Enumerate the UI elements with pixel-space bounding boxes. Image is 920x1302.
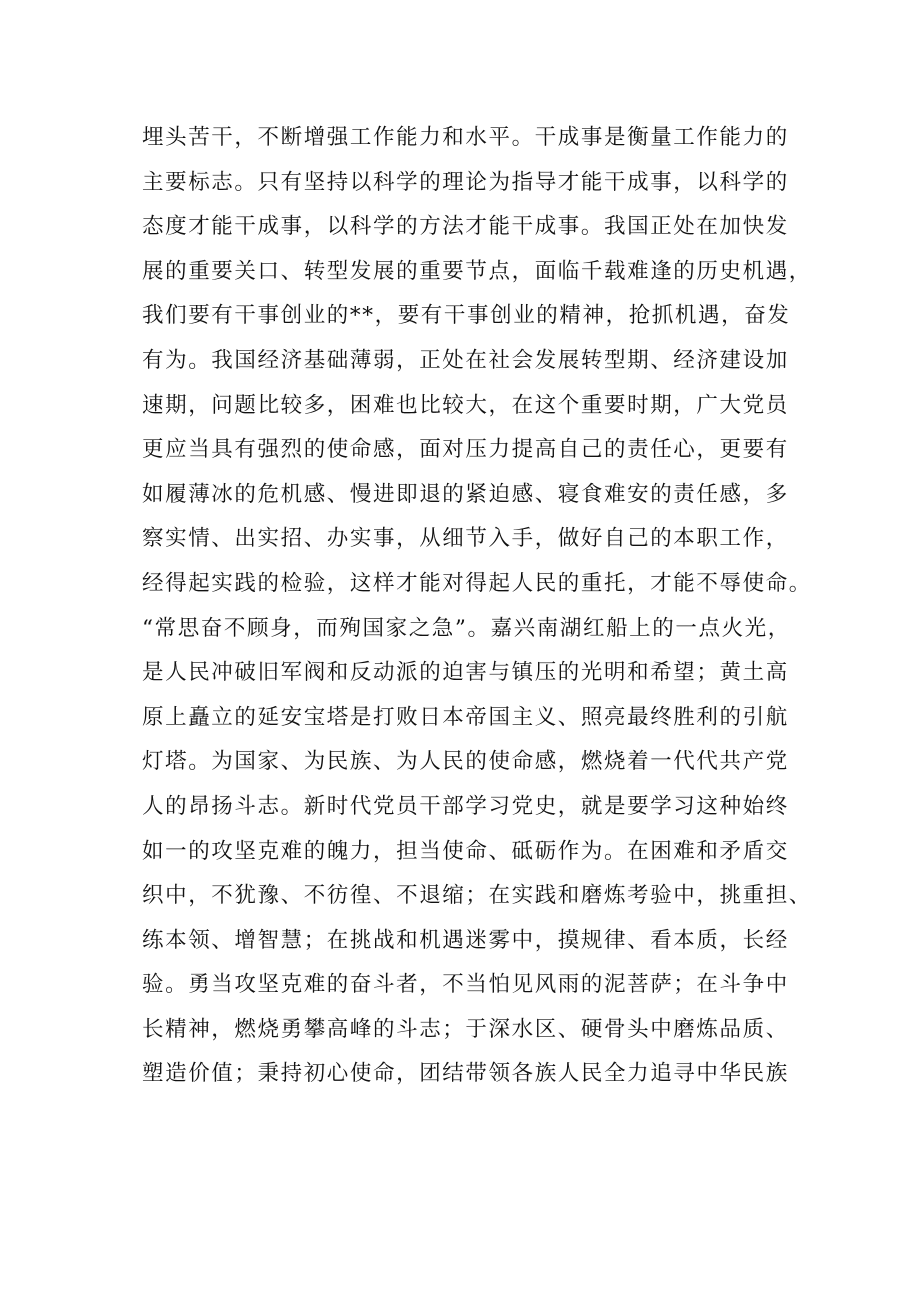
text-line: 原上矗立的延安宝塔是打败日本帝国主义、照亮最终胜利的引航 [142, 704, 789, 730]
text-line: 更应当具有强烈的使命感，面对压力提高自己的责任心，更要有 [142, 437, 789, 463]
text-line: 验。勇当攻坚克难的奋斗者，不当怕见风雨的泥菩萨；在斗争中 [142, 972, 789, 998]
body-text [142, 116, 812, 1097]
text-line: 经得起实践的检验，这样才能对得起人民的重托，才能不辱使命。 [142, 570, 812, 596]
text-line: 人的昂扬斗志。新时代党员干部学习党史，就是要学习这种始终 [142, 793, 789, 819]
text-line: 长精神，燃烧勇攀高峰的斗志；于深水区、硬骨头中磨炼品质、 [142, 1016, 789, 1042]
text-line: 练本领、增智慧；在挑战和机遇迷雾中，摸规律、看本质，长经 [142, 927, 789, 953]
text-line: 察实情、出实招、办实事，从细节入手，做好自己的本职工作， [142, 526, 789, 552]
text-line: 如一的攻坚克难的魄力，担当使命、砥砺作为。在困难和矛盾交 [142, 838, 789, 864]
text-line: 灯塔。为国家、为民族、为人民的使命感，燃烧着一代代共产党 [142, 749, 789, 775]
text-line: 速期，问题比较多，困难也比较大，在这个重要时期，广大党员 [142, 392, 789, 418]
text-line: 有为。我国经济基础薄弱，正处在社会发展转型期、经济建设加 [142, 347, 789, 373]
text-line: 织中，不犹豫、不彷徨、不退缩；在实践和磨炼考验中，挑重担、 [142, 883, 812, 909]
text-line: 是人民冲破旧军阀和反动派的迫害与镇压的光明和希望；黄土高 [142, 660, 789, 686]
text-line: “常思奋不顾身，而殉国家之急”。嘉兴南湖红船上的一点火光， [142, 615, 791, 641]
text-line: 态度才能干成事，以科学的方法才能干成事。我国正处在加快发 [142, 214, 789, 240]
text-line: 主要标志。只有坚持以科学的理论为指导才能干成事，以科学的 [142, 169, 789, 195]
text-line: 如履薄冰的危机感、慢进即退的紧迫感、寝食难安的责任感，多 [142, 481, 789, 507]
text-line: 塑造价值；秉持初心使命，团结带领各族人民全力追寻中华民族 [142, 1061, 789, 1087]
text-line: 展的重要关口、转型发展的重要节点，面临千载难逢的历史机遇， [142, 258, 812, 284]
text-line: 我们要有干事创业的**，要有干事创业的精神，抢抓机遇，奋发 [142, 303, 791, 329]
text-line: 埋头苦干，不断增强工作能力和水平。干成事是衡量工作能力的 [142, 125, 789, 150]
